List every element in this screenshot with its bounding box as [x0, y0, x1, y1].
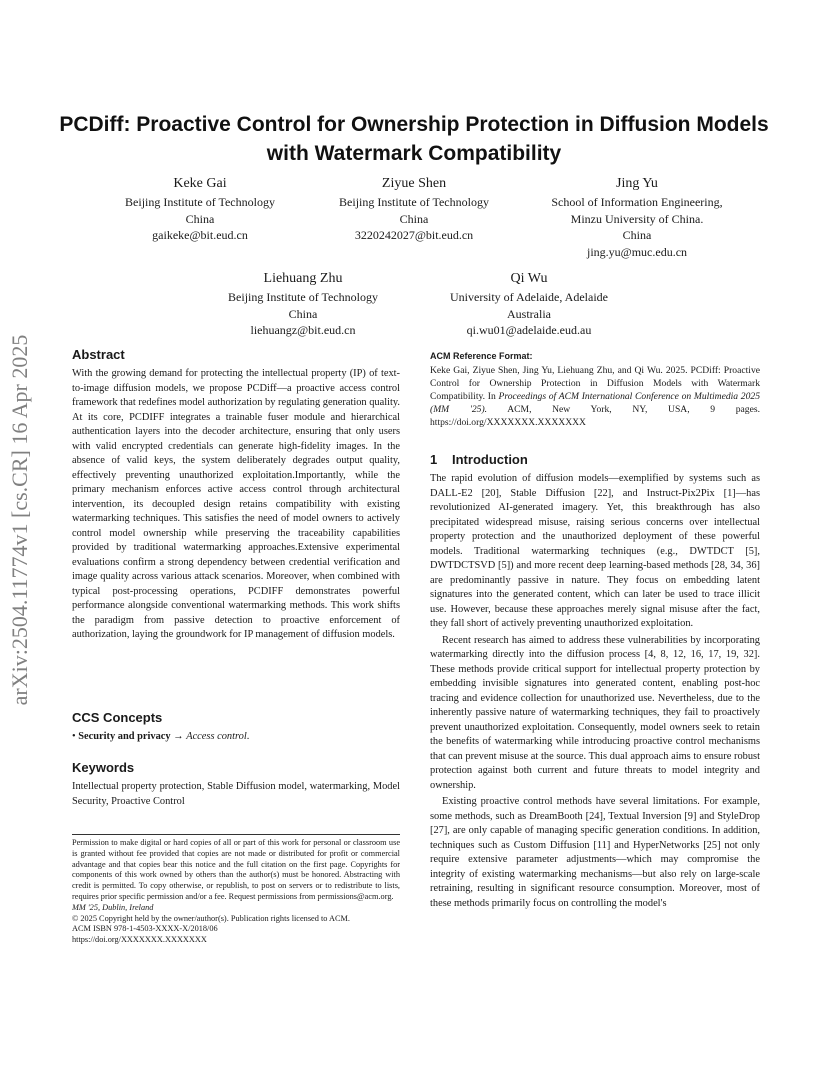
introduction-heading: [430, 452, 760, 468]
paragraph: The rapid evolution of diffusion models—exemplified by systems such as DALL-E2 [20], Stable Diffusion [22], and Instruct-Pix2Pix [1]—has revolutionized AI-generated imagery. Yet, this breakthrough has also precipitated widespread misuse, raising serious concerns over intellectual property protection and the unauthorized deployment of these powerful models. Traditional watermarking techniques (e.g., DWTDCT [5], DWTDCTSVD [5]) and more recent deep learning-based methods [28, 34, 36] are predominantly passive in nature. They focus on embedding latent signatures into the generated content, which can later be used to trace illicit use. However, because these approaches merely signal misuse after the fact, they fall short of actively preventing unauthorized exploitation.: [430, 473, 760, 629]
author-country: China: [622, 228, 652, 242]
author-country: China: [288, 306, 318, 321]
author-email: jing.yu@muc.edu.cn: [586, 244, 688, 259]
paragraph: Existing proactive control methods have several limitations. For example, some methods, such as DreamBooth [24], Textual Inversion [9] and StyleDrop [27], are only capable of managing specific generation conditions. In addition, techniques such as Custom Diffusion [11] and HyperNetworks [25] not only require extensive parameter adjustments—which may compromise the integrity of existing watermarking mechanisms—but also rely on large-scale retraining, resulting in significant resource consumption. Moreover, most of these methods primarily focus on controlling the model's: [430, 796, 760, 909]
ccs-arrow: →: [173, 731, 184, 742]
ccs-subcategory: Access control: [186, 731, 247, 742]
ccs-bullet: •: [72, 731, 76, 742]
acm-reference-tail: ACM, New York, NY, USA, 9 pages. https://doi.org/XXXXXXX.XXXXXXX: [430, 404, 760, 428]
author-block: [100, 174, 300, 244]
author-block: [420, 269, 638, 339]
author-name: Qi Wu: [510, 271, 548, 286]
paragraph: Recent research has aimed to address these vulnerabilities by incorporating watermarking directly into the diffusion process [4, 8, 12, 16, 17, 19, 32]. These methods provide critical support for intellectual property protection by embedding invisible signatures into generated content, enabling post-hoc tracing and evidence collection for unauthorized use. Nevertheless, due to the inherently passive nature of watermarking techniques, they fail to proactively prevent unauthorized exploitation. Consequently, model owners seek to retain the benefits of watermarking while introducing proactive control mechanisms that can prevent misuse at the source. This dual approach aims to ensure robust protection against both current and future threats to model integrity and ownership.: [430, 634, 760, 791]
author-affiliation: Beijing Institute of Technology: [125, 195, 275, 209]
author-block: [203, 269, 403, 339]
keywords-heading: Keywords: [72, 760, 135, 775]
abstract-text: With the growing demand for protecting the intellectual property (IP) of text-to-image diffusion models, we propose PCDiff—a proactive access control framework that redefines model authorization by regulating generation quality. At its core, PCDIFF integrates a trainable fuser module and hierarchical authentication layers into the decoder architecture, ensuring that only users with valid encrypted credentials can generate high-fidelity images. In the absence of valid keys, the system deliberately degrades output quality, effectively preventing unauthorized exploitation.Importantly, while the primary mechanism enforces active access control through architectural intervention, its decoupled design retains compatibility with existing watermarking techniques. This satisfies the need of model owners to actively control model ownership while preserving the traceability capabilities provided by traditional watermarking approaches.Extensive experimental evaluations confirm a strong dependency between credential verification and image quality across various attack scenarios. Moreover, when combined with typical post-processing operations, PCDIFF demonstrates powerful performance alongside conventional watermarking methods. This work shifts the paradigm from passive detection to proactive enforcement of authorization, laying the groundwork for IP management of diffusion models.: [72, 368, 400, 640]
permission-footnote: [72, 838, 400, 946]
author-affiliation: Beijing Institute of Technology: [228, 290, 378, 304]
copyright: © 2025 Copyright held by the owner/author(s). Publication rights licensed to ACM.: [72, 913, 350, 923]
author-affiliation: Beijing Institute of Technology: [339, 195, 489, 209]
author-country: China: [399, 211, 429, 226]
section-title: Introduction: [452, 452, 528, 467]
paper-title: PCDiff: Proactive Control for Ownership Protection in Diffusion Models with Watermark Compatibility: [59, 113, 769, 165]
author-name: Jing Yu: [616, 176, 658, 191]
abstract-heading: Abstract: [72, 347, 125, 362]
author-email: liehuangz@bit.eud.cn: [250, 323, 356, 337]
ccs-end: .: [246, 731, 250, 742]
section-number: 1: [430, 452, 438, 467]
author-affiliation-line2: Minzu University of China.: [570, 211, 704, 226]
arxiv-stamp: arXiv:2504.11774v1 [cs.CR] 16 Apr 2025: [7, 334, 32, 706]
author-name: Liehuang Zhu: [263, 271, 343, 286]
acm-reference-text: [430, 364, 760, 429]
author-block: [314, 174, 514, 244]
ccs-concept: [72, 730, 400, 745]
introduction-body: [430, 472, 760, 913]
author-affiliation: University of Adelaide, Adelaide: [450, 290, 608, 304]
footnote-divider: [72, 834, 400, 835]
author-country: China: [185, 211, 215, 226]
acm-reference-authors: Keke Gai, Ziyue Shen, Jing Yu, Liehuang Zhu, and Qi Wu. 2025. PCDiff: Proactive Control for Ownership Protection in Diffusion Models with Watermark Compatibility. In: [430, 365, 760, 402]
acm-reference-heading: ACM Reference Format:: [430, 351, 533, 361]
author-email: gaikeke@bit.eud.cn: [152, 228, 248, 242]
permission-text: Permission to make digital or hard copies of all or part of this work for personal or classroom use is granted without fee provided that copies are not made or distributed for profit or commercial advantage and that copies bear this notice and the full citation on the first page. Copyrights for components of this work owned by others than the author(s) must be honored. Abstracting with credit is permitted. To copy otherwise, or republish, to post on servers or to redistribute to lists, requires prior specific permission and/or a fee. Request permissions from permissions@acm.org.: [72, 838, 400, 901]
venue: MM '25, Dublin, Ireland: [72, 902, 154, 912]
acm-reference-proceedings: Proceedings of ACM International Conference on Multimedia 2025 (MM '25).: [430, 391, 760, 415]
author-name: Ziyue Shen: [381, 176, 447, 191]
isbn: ACM ISBN 978-1-4503-XXXX-X/2018/06: [72, 924, 218, 934]
author-block: [527, 174, 747, 260]
ccs-category: Security and privacy: [78, 731, 171, 742]
author-affiliation: School of Information Engineering,: [551, 195, 723, 209]
author-email: 3220242027@bit.eud.cn: [354, 228, 474, 242]
ccs-heading: CCS Concepts: [72, 710, 163, 725]
author-country: Australia: [507, 306, 551, 321]
author-name: Keke Gai: [173, 176, 227, 191]
author-email: qi.wu01@adelaide.eud.au: [466, 323, 592, 337]
doi-link[interactable]: https://doi.org/XXXXXXX.XXXXXXX: [72, 935, 207, 945]
keywords-text: Intellectual property protection, Stable Diffusion model, watermarking, Model Security, Proactive Control: [72, 781, 400, 807]
